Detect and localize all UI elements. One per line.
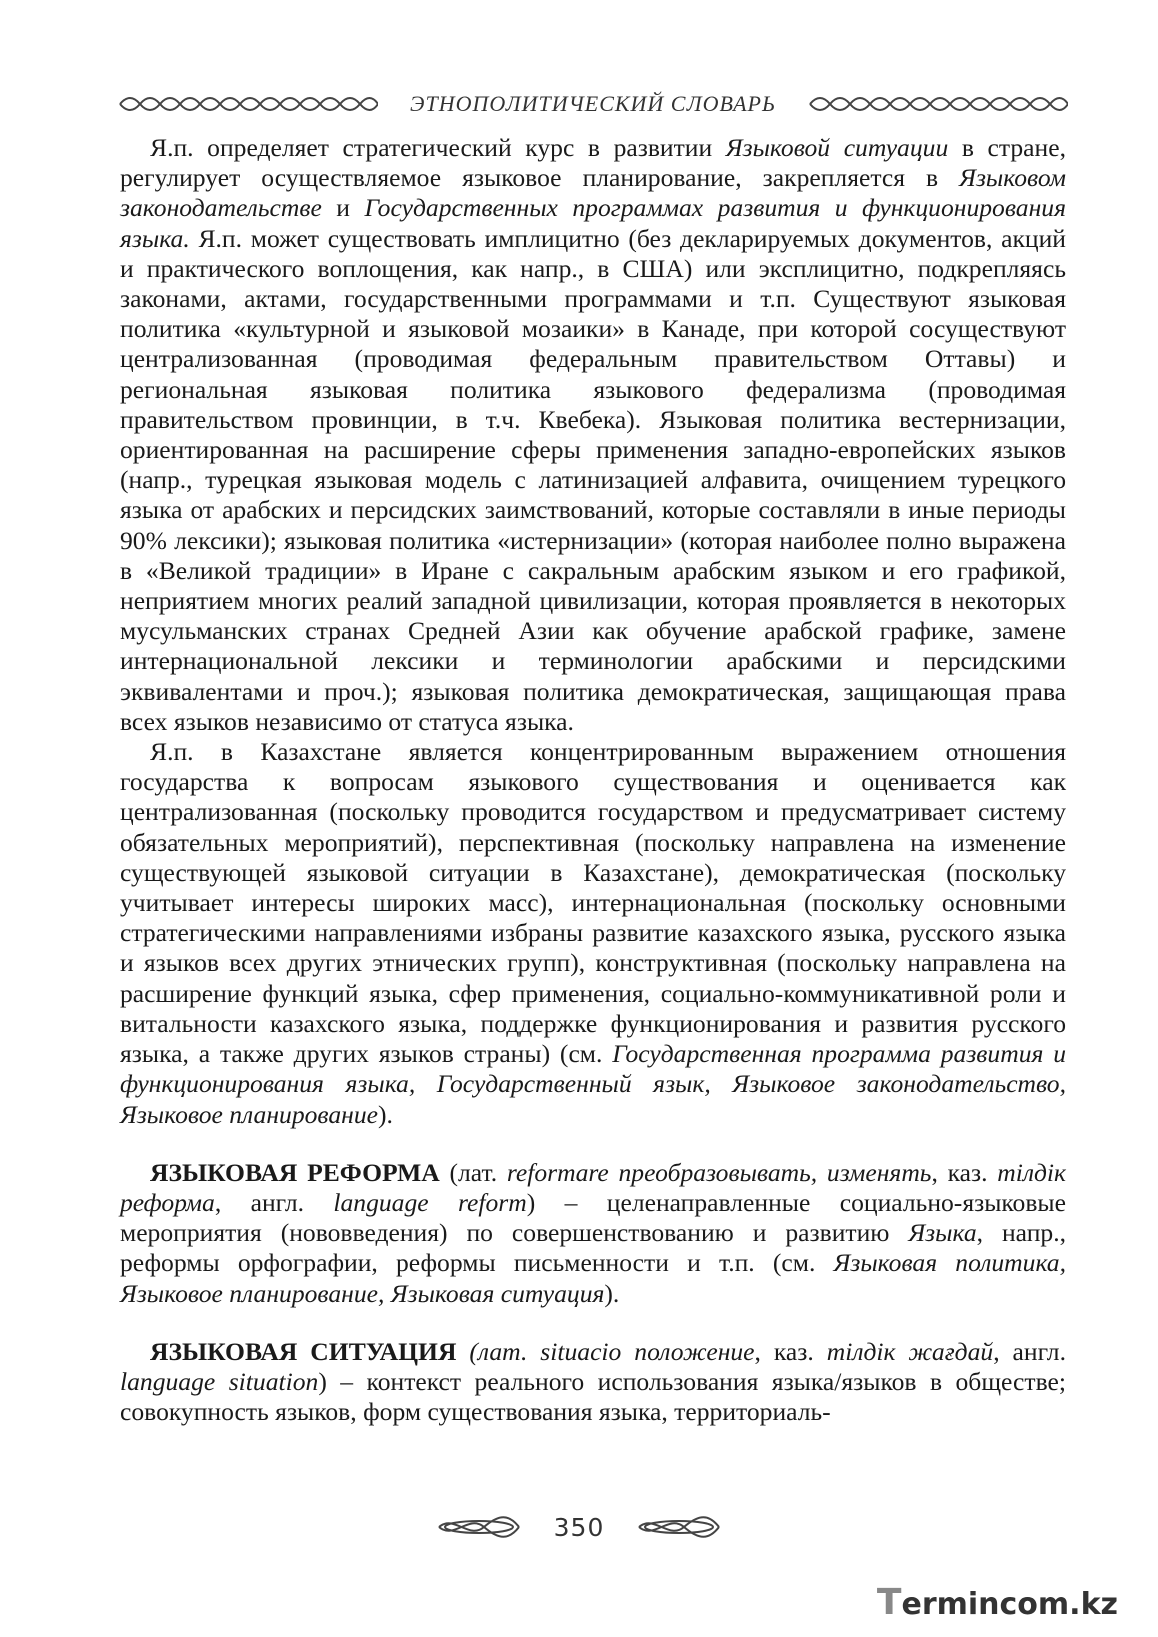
text-run: ).	[604, 1278, 620, 1308]
text-run: language situation	[120, 1366, 319, 1396]
ornament-right-icon	[808, 91, 1068, 117]
page-number: 350	[553, 1512, 605, 1542]
paragraph-language-policy	[120, 133, 1066, 737]
text-run: ) – контекст реального использования языка/языков в обществе; совокупность языков, форм существования языка, территориаль-	[120, 1366, 1066, 1427]
text-run: reformare преобразовывать, изменять	[506, 1157, 932, 1187]
ornament-left-icon	[118, 91, 378, 117]
text-run: ЯЗЫКОВАЯ РЕФОРМА	[150, 1157, 440, 1187]
text-run: тілдік жағдай	[826, 1336, 994, 1366]
text-run: Языковой ситуации	[725, 133, 949, 162]
text-run: Я.п. определяет стратегический курс в развитии	[150, 133, 726, 162]
page-footer	[0, 1507, 1158, 1547]
text-run: ).	[378, 1099, 393, 1129]
watermark-tail: m.kz	[1037, 1587, 1118, 1622]
text-run: ) – целенаправленные социально-языковые мероприятия (нововведения) по совершенствованию и развитию	[120, 1187, 1066, 1248]
page-header	[118, 84, 1068, 124]
text-run: , каз.	[931, 1157, 998, 1187]
entry-language-situation	[120, 1337, 1066, 1428]
running-title: ЭТНОПОЛИТИЧЕСКИЙ СЛОВАРЬ	[410, 91, 776, 116]
text-run: (лат.	[439, 1157, 507, 1187]
text-run: , англ.	[993, 1336, 1066, 1366]
text-run: в стране, регулирует осуществляемое языковое планирование, закрепляется в	[120, 133, 1066, 193]
text-run: Я.п. может существовать имплицитно (без декларируемых документов, акций и практического воплощения, как напр., в США) или эксплицитно, подкрепляясь законами, актами, государственными программами и т.п. Существуют языковая политика «культурной и языковой мозаики» в Канаде, при которой сосуществуют централизованная (проводимая федеральным правительством Оттавы) и региональная языковая политика языкового федерализма (проводимая правительством провинции, в т.ч. Квебека). Языковая политика вестернизации, ориентированная на расширение сферы применения западно-европейских языков (напр., турецкая языковая модель с латинизацией алфавита, очищением турецкого языка от арабских и персидских заимствований, которые составляли в иные периоды 90% лексики); языковая политика «истернизации» (которая наиболее полно выражена в «Великой традиции» в Иране с сакральным арабским языком и его графикой, неприятием многих реалий западной цивилизации, которая проявляется в некоторых мусульманских странах Средней Азии как обучение арабской графике, замене интернациональной лексики и терминологии арабскими и персидскими эквивалентами и проч.); языковая политика демократическая, защищающая права всех языков независимо от статуса языка.	[120, 223, 1066, 736]
text-run: тілдік реформа	[120, 1157, 1067, 1217]
text-run: Языковом законодательстве	[120, 163, 1066, 223]
swirl-right-icon	[634, 1512, 724, 1542]
watermark-first-letter: T	[876, 1582, 902, 1623]
entry-language-reform	[120, 1158, 1066, 1309]
text-run: , каз.	[754, 1336, 827, 1366]
text-run	[456, 1337, 469, 1366]
text-run: (лат. situacio положение	[469, 1336, 755, 1366]
paragraph-language-policy-kazakhstan	[120, 737, 1066, 1130]
text-run: Государственная программа развития и функционирования языка, Государственный язык, Языковое законодательство, Языковое планирование	[120, 1039, 1066, 1129]
article-body	[120, 133, 1066, 1427]
text-run: , англ.	[214, 1187, 334, 1217]
text-run: Языка	[908, 1218, 977, 1248]
site-watermark	[877, 1582, 1118, 1622]
text-run: ЯЗЫКОВАЯ СИТУАЦИЯ	[150, 1336, 457, 1366]
text-run: Языковая политика, Языковое планирование, Языковая ситуация	[120, 1248, 1066, 1308]
text-run: Государственных программах развития и функционирования языка.	[120, 193, 1066, 253]
text-run: и	[321, 193, 365, 223]
watermark-rest: erminc	[901, 1587, 1018, 1622]
watermark-o: o	[1017, 1587, 1038, 1622]
text-run: language reform	[333, 1187, 527, 1217]
text-run: , напр., реформы орфографии, реформы письменности и т.п. (см.	[120, 1218, 1066, 1278]
text-run: Я.п. в Казахстане является концентрированным выражением отношения государства к вопросам языкового существования и оценивается как централизованная (поскольку проводится государством и предусматривает систему обязательных мероприятий), перспективная (поскольку направлена на изменение существующей языковой ситуации в Казахстане), демократическая (поскольку учитывает интересы широких масс), интернациональная (поскольку основными стратегическими направлениями избраны развитие казахского языка, русского языка и языков всех других этнических групп), конструктивная (поскольку направлена на расширение функций языка, сфер применения, социально-коммуникативной роли и витальности казахского языка, поддержке функционирования и развития русского языка, а также других языков страны) (см.	[120, 737, 1066, 1069]
swirl-left-icon	[434, 1512, 524, 1542]
